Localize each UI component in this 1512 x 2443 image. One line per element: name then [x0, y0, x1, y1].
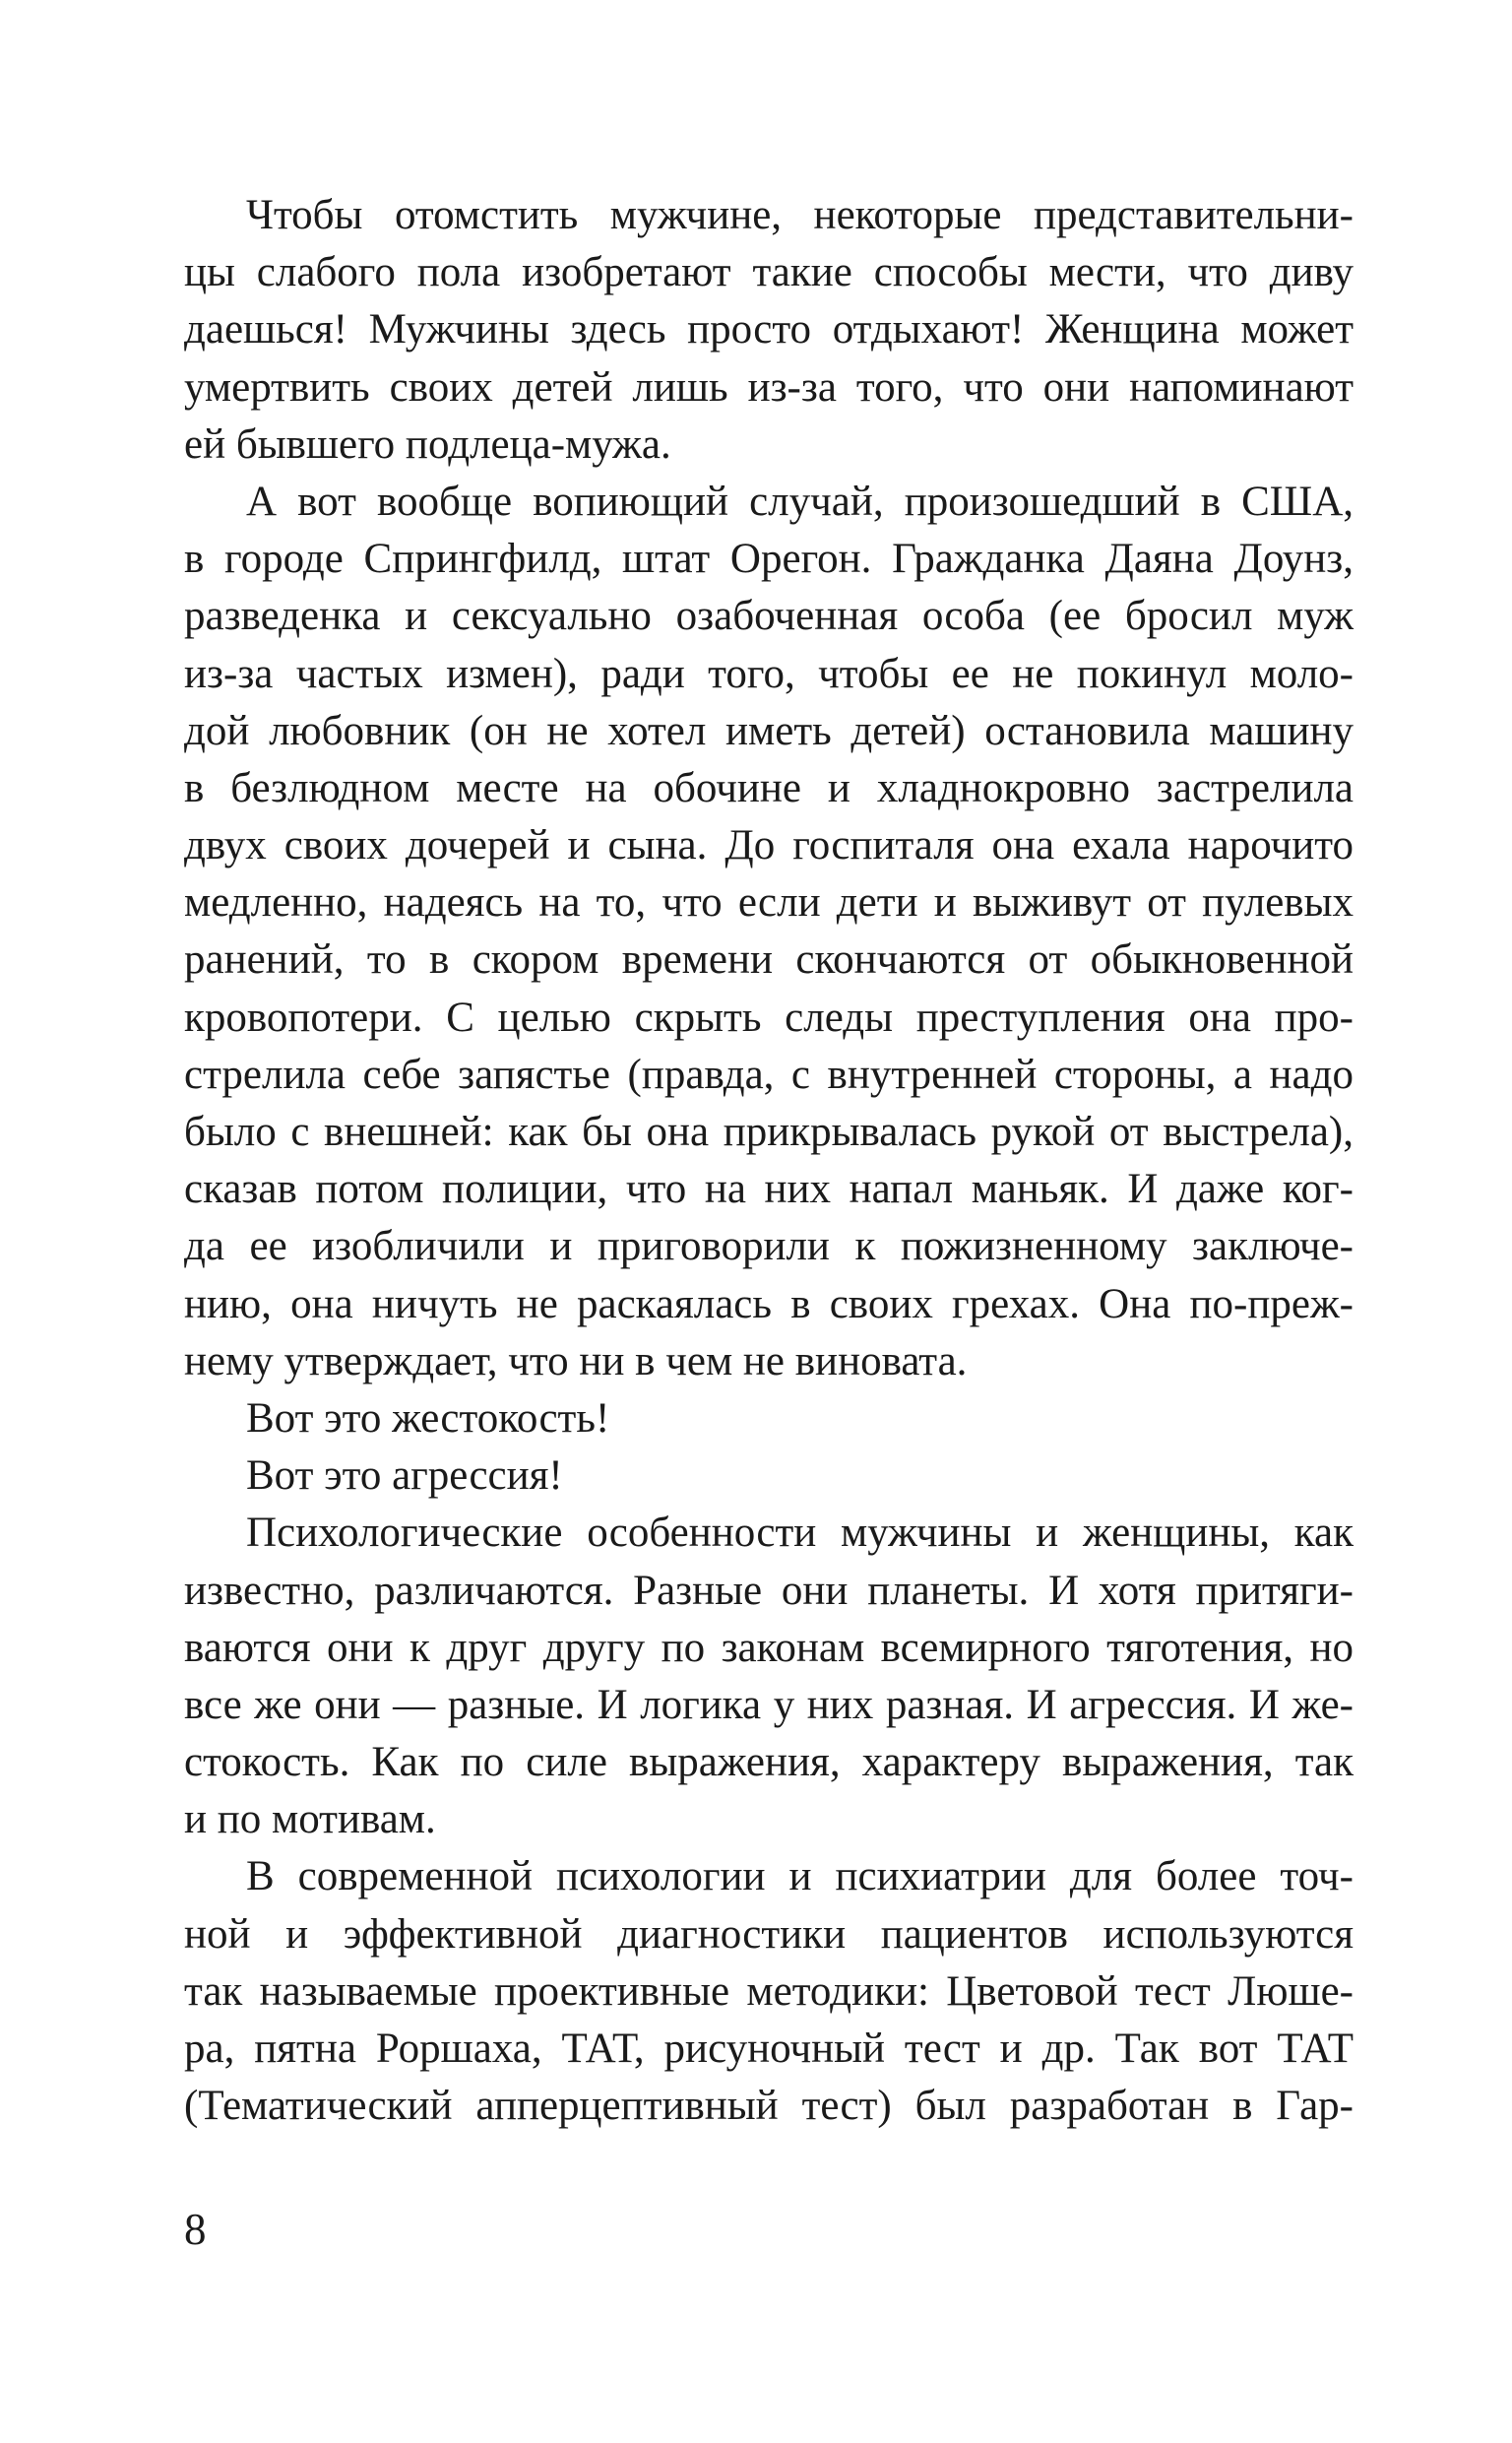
text-line: В современной психологии и психиатрии для более точ- — [246, 1853, 1354, 1900]
text-line: из-за частых измен), ради того, чтобы ее не покинул моло- — [184, 650, 1354, 697]
text-line: и по мотивам. — [184, 1796, 436, 1843]
text-line: ра, пятна Роршаха, ТАТ, рисуночный тест и др. Так вот ТАТ — [184, 2025, 1354, 2072]
text-line: стокость. Как по силе выражения, характеру выражения, так — [184, 1739, 1354, 1786]
text-line: нию, она ничуть не раскаялась в своих грехах. Она по-преж- — [184, 1280, 1354, 1327]
text-line: дой любовник (он не хотел иметь детей) остановила машину — [184, 707, 1354, 754]
text-line: нему утверждает, что ни в чем не виновата. — [184, 1337, 968, 1384]
text-line: сказав потом полиции, что на них напал маньяк. И даже ког- — [184, 1166, 1354, 1213]
text-line: Вот это агрессия! — [246, 1452, 563, 1500]
text-line: ей бывшего подлеца-мужа. — [184, 420, 671, 468]
text-line: ной и эффективной диагностики пациентов используются — [184, 1910, 1354, 1958]
text-line: А вот вообще вопиющий случай, произошедший в США, — [246, 478, 1354, 525]
text-line: Чтобы отомстить мужчине, некоторые представительни- — [246, 192, 1354, 238]
text-line: цы слабого пола изобретают такие способы мести, что диву — [184, 249, 1354, 296]
text-line: стрелила себе запястье (правда, с внутренней стороны, а надо — [184, 1051, 1354, 1098]
text-line: кровопотери. С целью скрыть следы преступления она про- — [184, 994, 1354, 1041]
text-line: даешься! Мужчины здесь просто отдыхают! Женщина может — [184, 306, 1354, 354]
text-line: известно, различаются. Разные они планеты. И хотя притяги- — [184, 1567, 1354, 1614]
text-line: Психологические особенности мужчины и женщины, как — [246, 1510, 1354, 1557]
text-line: разведенка и сексуально озабоченная особа (ее бросил муж — [184, 593, 1354, 640]
text-line: да ее изобличили и приговорили к пожизненному заключе- — [184, 1223, 1354, 1270]
text-line: в безлюдном месте на обочине и хладнокровно застрелила — [184, 764, 1354, 811]
text-line: медленно, надеясь на то, что если дети и выживут от пулевых — [184, 879, 1354, 927]
text-line: в городе Спрингфилд, штат Орегон. Гражданка Даяна Доунз, — [184, 536, 1354, 583]
text-line: все же они — разные. И логика у них разная. И агрессия. И же- — [184, 1681, 1354, 1728]
text-line: двух своих дочерей и сына. До госпиталя она ехала нарочито — [184, 822, 1354, 869]
text-line: было с внешней: как бы она прикрывалась рукой от выстрела), — [184, 1109, 1354, 1155]
page-number: 8 — [184, 2205, 207, 2254]
text-line: так называемые проективные методики: Цветовой тест Люше- — [184, 1967, 1354, 2015]
text-line: Вот это жестокость! — [246, 1394, 610, 1442]
text-line: ваются они к друг другу по законам всемирного тяготения, но — [184, 1624, 1354, 1671]
text-line: (Тематический апперцептивный тест) был разработан в Гар- — [184, 2083, 1354, 2130]
text-line: умертвить своих детей лишь из-за того, что они напоминают — [184, 363, 1354, 411]
body-text — [184, 187, 1354, 2135]
text-line: ранений, то в скором времени скончаются от обыкновенной — [184, 936, 1354, 984]
